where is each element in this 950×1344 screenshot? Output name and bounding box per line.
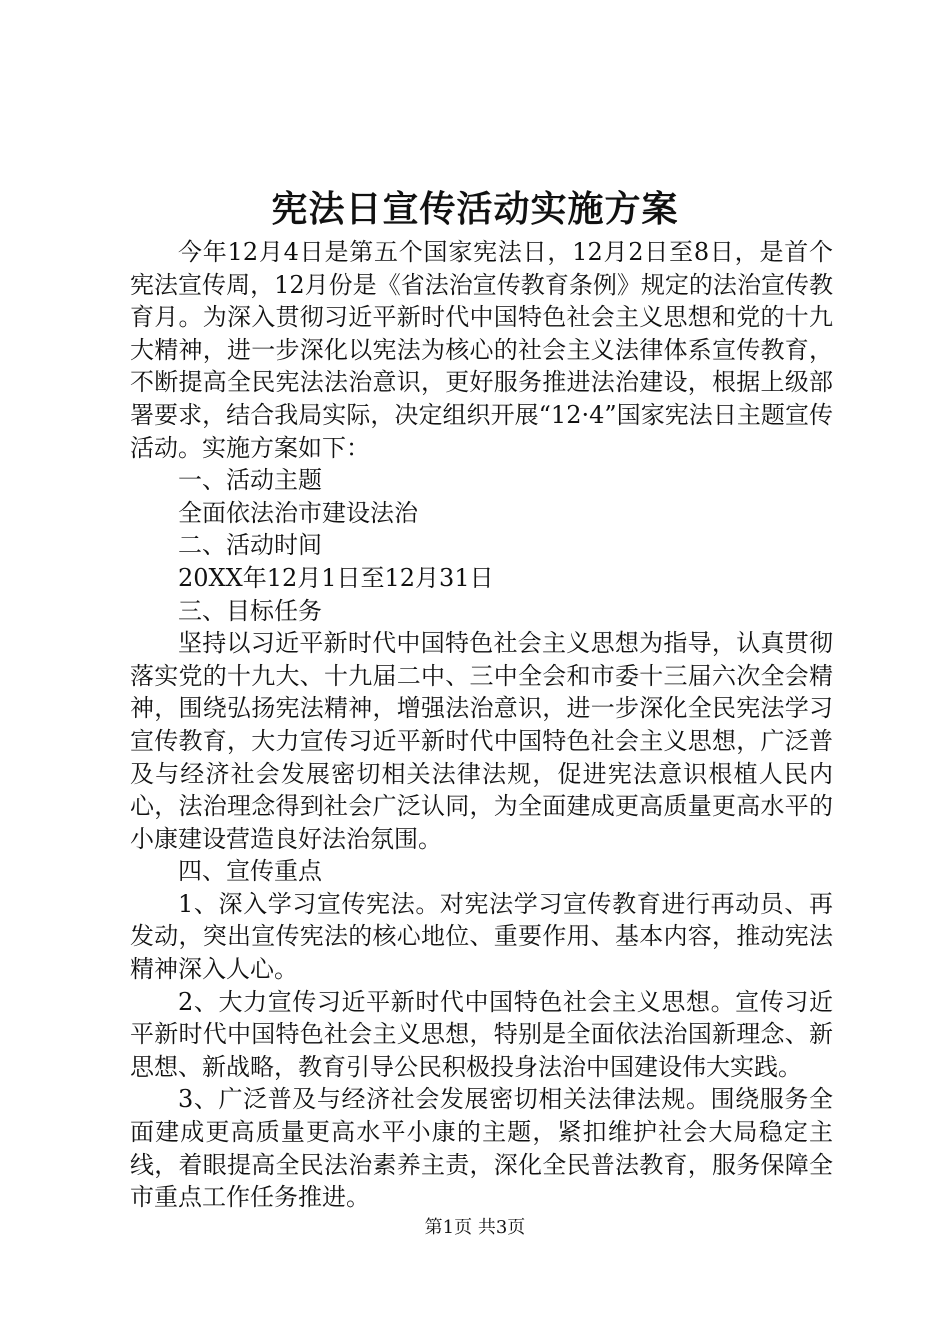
section-heading-time: 二、活动时间 xyxy=(178,531,322,560)
intro-paragraph: 今年12月4日是第五个国家宪法日，12月2日至8日，是首个宪法宣传周，12月份是《省法治宣传教育条例》规定的法治宣传教育月。为深入贯彻习近平新时代中国特色社会主义思想和党的十九大精神，进一步深化以宪法为核心的社会主义法律体系宣传教育，不断提高全民宪法法治意识，更好服务推进法治建设，根据上级部署要求，结合我局实际，决定组织开展“12·4”国家宪法日主题宣传活动。实施方案如下： xyxy=(130,238,833,462)
section-heading-theme: 一、活动主题 xyxy=(178,466,322,495)
section-content-goals: 坚持以习近平新时代中国特色社会主义思想为指导，认真贯彻落实党的十九大、十九届二中、三中全会和市委十三届六次全会精神，围绕弘扬宪法精神，增强法治意识，进一步深化全民宪法学习宣传教育，大力宣传习近平新时代中国特色社会主义思想，广泛普及与经济社会发展密切相关法律法规，促进宪法意识根植人民内心，法治理念得到社会广泛认同，为全面建成更高质量更高水平的小康建设营造良好法治氛围。 xyxy=(130,629,833,853)
section-content-theme: 全面依法治市建设法治 xyxy=(178,498,418,527)
focus-point-3: 3、广泛普及与经济社会发展密切相关法律法规。围绕服务全面建成更高质量更高水平小康的主题，紧扣维护社会大局稳定主线，着眼提高全民法治素养主责，深化全民普法教育，服务保障全市重点工作任务推进。 xyxy=(130,1085,833,1212)
document-body xyxy=(130,236,833,1214)
page-number-footer: 第1页 共3页 xyxy=(424,1217,526,1238)
document-title: 宪法日宣传活动实施方案 xyxy=(271,188,679,230)
focus-point-2: 2、大力宣传习近平新时代中国特色社会主义思想。宣传习近平新时代中国特色社会主义思想，特别是全面依法治国新理念、新思想、新战略，教育引导公民积极投身法治中国建设伟大实践。 xyxy=(130,987,833,1081)
focus-point-1: 1、深入学习宣传宪法。对宪法学习宣传教育进行再动员、再发动，突出宣传宪法的核心地位、重要作用、基本内容，推动宪法精神深入人心。 xyxy=(130,889,833,984)
section-heading-focus: 四、宣传重点 xyxy=(178,857,322,886)
section-content-time: 20XX年12月1日至12月31日 xyxy=(178,563,494,592)
section-heading-goals: 三、目标任务 xyxy=(178,596,322,625)
